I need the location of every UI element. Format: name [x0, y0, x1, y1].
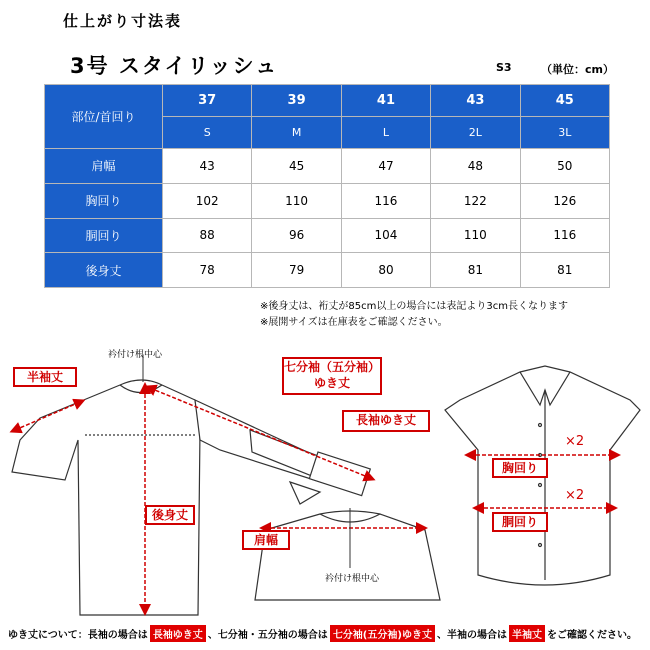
size-table: [44, 84, 610, 288]
cell: 81: [520, 253, 609, 288]
cell: 88: [163, 218, 252, 253]
page-title: 仕上がり寸法表: [63, 12, 183, 30]
letter-size: L: [341, 117, 430, 149]
half-sleeve-label: 半袖丈: [13, 367, 77, 387]
cell: 122: [431, 183, 520, 218]
cell: 45: [252, 149, 341, 184]
cell: 104: [341, 218, 430, 253]
unit-label: （単位：cm）: [541, 63, 614, 76]
cell: 43: [163, 149, 252, 184]
neck-size: 39: [252, 85, 341, 117]
chest-times-two: ×2: [565, 434, 585, 449]
shoulder-label: 肩幅: [242, 530, 290, 550]
cell: 79: [252, 253, 341, 288]
neck-size: 43: [431, 85, 520, 117]
three-quarter-sleeve-label: [282, 357, 382, 395]
corner-label: 部位/首回り: [45, 85, 163, 149]
footer-tag-three-quarter: 七分袖(五分袖)ゆき丈: [330, 625, 435, 642]
footer-intro: ゆき丈について：長袖の場合は: [8, 630, 148, 641]
row-label: 胴回り: [45, 218, 163, 253]
neck-size: 45: [520, 85, 609, 117]
waist-times-two: ×2: [565, 488, 585, 503]
waist-label: 胴回り: [492, 512, 548, 532]
product-subtitle: 3号 スタイリッシュ: [70, 54, 279, 78]
letter-size: S: [163, 117, 252, 149]
table-row: [45, 149, 610, 184]
table-row: [45, 183, 610, 218]
row-label: 肩幅: [45, 149, 163, 184]
cell: 116: [341, 183, 430, 218]
cell: 80: [341, 253, 430, 288]
three-quarter-line2: ゆき丈: [313, 376, 350, 390]
note-back-length: ※後身丈は、裄丈が85cm以上の場合には表記より3cm長くなります: [260, 301, 568, 312]
footer-tag-half-sleeve: 半袖丈: [509, 625, 545, 642]
shoulder-drawing: [255, 511, 440, 600]
cell: 47: [341, 149, 430, 184]
cell: 96: [252, 218, 341, 253]
cell: 110: [431, 218, 520, 253]
cell: 78: [163, 253, 252, 288]
cell: 116: [520, 218, 609, 253]
cell: 48: [431, 149, 520, 184]
cell: 126: [520, 183, 609, 218]
cell: 110: [252, 183, 341, 218]
table-row: [45, 218, 610, 253]
cell: 81: [431, 253, 520, 288]
letter-size: 2L: [431, 117, 520, 149]
neck-size: 41: [341, 85, 430, 117]
row-label: 胸回り: [45, 183, 163, 218]
footer-mid1: 、七分袖・五分袖の場合は: [207, 630, 328, 641]
letter-size: M: [252, 117, 341, 149]
collar-center-label-back: 衿付け根中心: [325, 574, 380, 584]
footer-end: をご確認ください。: [546, 630, 637, 641]
cell: 102: [163, 183, 252, 218]
footer-tag-long-sleeve: 長袖ゆき丈: [150, 625, 206, 642]
long-sleeve-label: 長袖ゆき丈: [342, 410, 430, 432]
footer-mid2: 、半袖の場合は: [436, 630, 507, 641]
footer-note: [8, 625, 637, 642]
back-length-label: 後身丈: [145, 505, 195, 525]
cell: 50: [520, 149, 609, 184]
note-stock: ※展開サイズは在庫表をご確認ください。: [260, 317, 448, 328]
table-row: [45, 253, 610, 288]
row-label: 後身丈: [45, 253, 163, 288]
size-code: S3: [496, 61, 512, 74]
chest-label: 胸回り: [492, 458, 548, 478]
three-quarter-line1: 七分袖（五分袖）: [284, 360, 381, 374]
collar-center-label-top: 衿付け根中心: [108, 350, 163, 360]
neck-size: 37: [163, 85, 252, 117]
letter-size: 3L: [520, 117, 609, 149]
